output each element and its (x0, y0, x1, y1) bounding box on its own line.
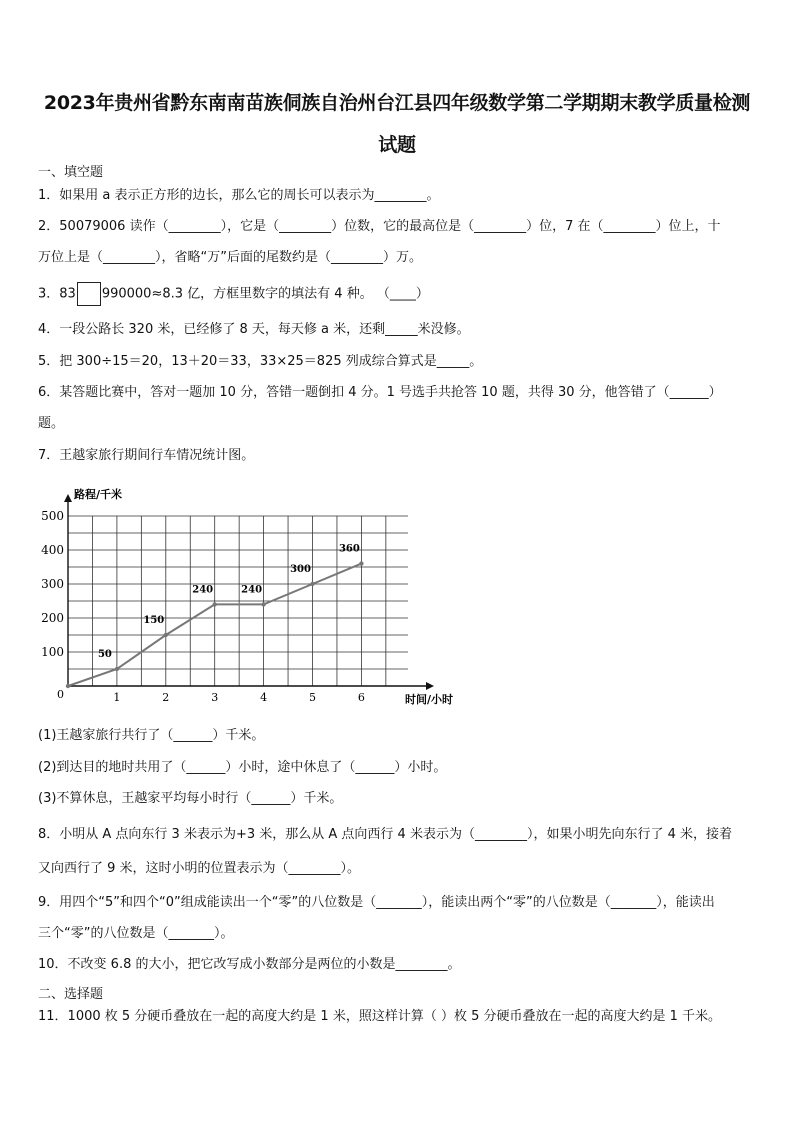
data-point (213, 602, 217, 606)
data-label: 300 (290, 564, 311, 575)
data-label: 240 (241, 584, 263, 596)
x-tick-label: 2 (162, 691, 170, 704)
section-fill-blank: 一、填空题 (38, 165, 104, 180)
question-7-part-1: (1)王越家旅行共行了（______）千米。 (38, 728, 265, 743)
question-11: 11．1000 枚 5 分硬币叠放在一起的高度大约是 1 米，照这样计算（ ）枚 5 分硬币叠放在一起的高度大约是 1 千米。 (38, 1009, 722, 1024)
question-3-suffix: 990000≈8.3 亿，方框里数字的填法有 4 种。 （____） (101, 286, 429, 302)
chart-y-axis-label: 路程/千米 (74, 488, 123, 501)
x-tick-label: 3 (211, 691, 219, 704)
data-point (359, 561, 363, 565)
question-2-line1: 2．50079006 读作（________），它是（________）位数，它的最高位是（________）位，7 在（________）位上，十 (38, 219, 721, 234)
question-5: 5．把 300÷15＝20，13＋20＝33，33×25＝825 列成综合算式是_____。 (38, 354, 483, 369)
question-9-line1: 9．用四个“5”和四个“0”组成能读出一个“零”的八位数是（_______），能读出两个“零”的八位数是（_______），能读出 (38, 895, 715, 910)
chart-data-labels (98, 544, 360, 660)
chart-x-axis-label: 时间/小时 (405, 693, 454, 706)
question-10: 10．不改变 6.8 的大小，把它改写成小数部分是两位的小数是________。 (38, 957, 461, 972)
question-8-line1: 8．小明从 A 点向东行 3 米表示为+3 米，那么从 A 点向西行 4 米表示为（________），如果小明先向东行了 4 米，接着 (38, 827, 732, 842)
doc-title-line1: 2023年贵州省黔东南南苗族侗族自治州台江县四年级数学第二学期期末教学质量检测 (43, 92, 751, 114)
question-7: 7．王越家旅行期间行车情况统计图。 (38, 448, 255, 463)
y-tick-label: 300 (41, 577, 64, 591)
question-6-line1: 6．某答题比赛中，答对一题加 10 分，答错一题倒扣 4 分。1 号选手共抢答 10 题，共得 30 分，他答错了（______） (38, 385, 722, 400)
chart-grid (68, 516, 408, 686)
data-label: 150 (143, 615, 165, 626)
data-point (115, 667, 119, 671)
x-tick-label: 5 (309, 691, 316, 704)
y-tick-label: 100 (41, 645, 64, 659)
question-7-part-3: (3)不算休息，王越家平均每小时行（______）千米。 (38, 791, 343, 806)
x-tick-label: 6 (357, 691, 365, 704)
question-2-line2: 万位上是（________），省略“万”后面的尾数约是（________）万。 (38, 250, 422, 265)
x-axis-arrow (426, 682, 434, 690)
question-8-line2: 又向西行了 9 米，这时小明的位置表示为（________）。 (38, 861, 361, 876)
data-point (310, 582, 314, 586)
data-label: 360 (338, 543, 360, 555)
doc-title-line2: 试题 (378, 134, 416, 156)
question-4: 4．一段公路长 320 米，已经修了 8 天，每天修 a 米，还剩_____米没修。 (38, 322, 470, 337)
data-point (164, 633, 168, 637)
section-choice: 二、选择题 (38, 987, 104, 1002)
y-tick-label: 200 (41, 611, 64, 625)
y-tick-label: 400 (41, 543, 64, 557)
question-1: 1．如果用 a 表示正方形的边长，那么它的周长可以表示为________。 (38, 188, 440, 203)
x-tick-label: 4 (260, 691, 268, 704)
data-label: 240 (192, 584, 214, 596)
question-9-line2: 三个“零”的八位数是（_______）。 (38, 926, 234, 941)
data-point (66, 684, 70, 688)
chart-tick-labels (41, 509, 365, 704)
y-axis-arrow (64, 494, 72, 502)
question-7-part-2: (2)到达目的地时共用了（______）小时，途中休息了（______）小时。 (38, 760, 447, 775)
question-3-prefix: 3．83 (38, 286, 76, 302)
data-label: 50 (97, 649, 112, 660)
y-tick-label: 500 (41, 509, 64, 523)
question-6-line2: 题。 (38, 416, 65, 431)
travel-line-chart (30, 484, 470, 709)
data-point (261, 602, 265, 606)
x-tick-label: 1 (113, 691, 121, 704)
answer-box (77, 282, 101, 306)
question-3 (38, 282, 758, 306)
origin-label: 0 (57, 688, 64, 701)
